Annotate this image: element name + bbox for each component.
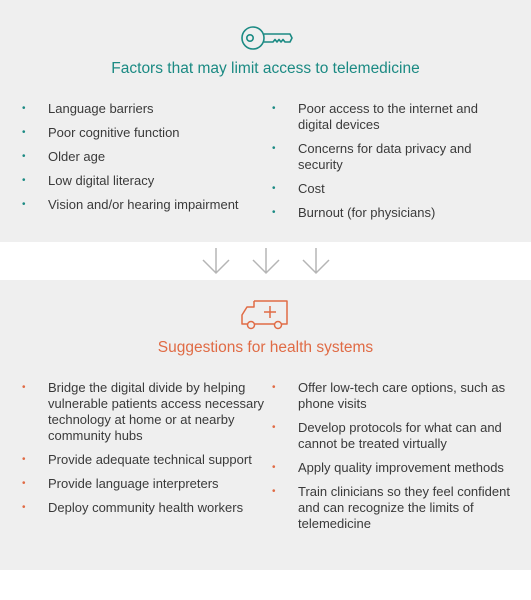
suggestions-title: Suggestions for health systems bbox=[157, 339, 374, 356]
list-item: • Poor access to the internet and digital devices bbox=[272, 101, 512, 133]
list-item: • Cost bbox=[272, 181, 512, 197]
list-item: • Provide language interpreters bbox=[22, 476, 272, 492]
factors-list-right bbox=[272, 101, 512, 229]
list-item: • Provide adequate technical support bbox=[22, 452, 272, 468]
list-item: • Low digital literacy bbox=[22, 173, 272, 189]
list-item: • Concerns for data privacy and security bbox=[272, 141, 512, 173]
arrow-down-icon bbox=[300, 246, 332, 276]
key-icon bbox=[239, 24, 293, 52]
list-item: • Vision and/or hearing impairment bbox=[22, 197, 272, 213]
list-item: • Deploy community health workers bbox=[22, 500, 272, 516]
ambulance-icon bbox=[240, 298, 292, 332]
list-item: • Language barriers bbox=[22, 101, 272, 117]
list-item: • Apply quality improvement methods bbox=[272, 460, 512, 476]
suggestions-list-right bbox=[272, 380, 512, 540]
list-item: • Develop protocols for what can and cannot be treated virtually bbox=[272, 420, 512, 452]
list-item: • Poor cognitive function bbox=[22, 125, 272, 141]
down-arrows bbox=[0, 246, 531, 276]
ambulance-icon-wrap bbox=[0, 298, 531, 332]
suggestions-list-left bbox=[22, 380, 272, 524]
arrow-down-icon bbox=[200, 246, 232, 276]
factors-title: Factors that may limit access to telemedicine bbox=[111, 60, 420, 77]
key-icon-wrap bbox=[0, 24, 531, 52]
list-item: • Offer low-tech care options, such as phone visits bbox=[272, 380, 512, 412]
list-item: • Older age bbox=[22, 149, 272, 165]
factors-list-left bbox=[22, 101, 272, 221]
list-item: • Train clinicians so they feel confident and can recognize the limits of telemedicine bbox=[272, 484, 512, 532]
list-item: • Bridge the digital divide by helping vulnerable patients access necessary technology at home or at nearby community hubs bbox=[22, 380, 272, 444]
arrow-down-icon bbox=[250, 246, 282, 276]
list-item: • Burnout (for physicians) bbox=[272, 205, 512, 221]
